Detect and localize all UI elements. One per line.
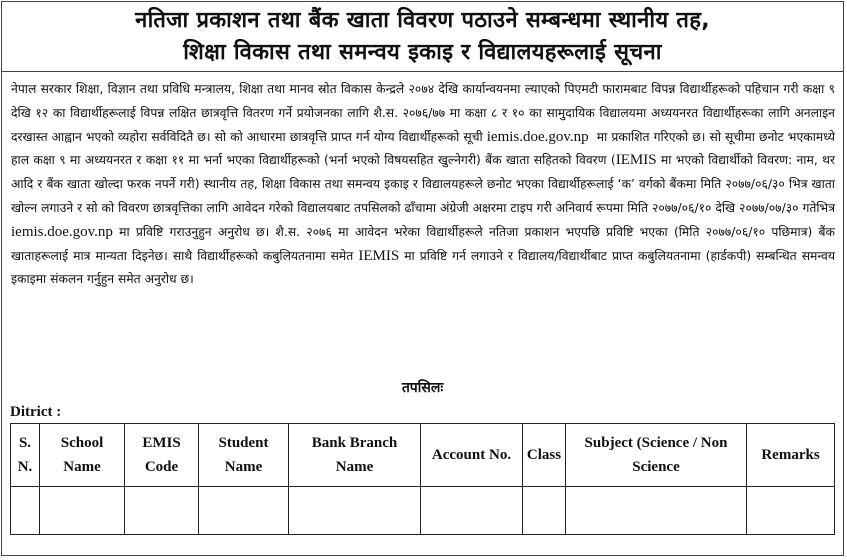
iemis-link-2[interactable]: iemis.doe.gov.np bbox=[11, 223, 113, 240]
notice-text-part-1: नेपाल सरकार शिक्षा, विज्ञान तथा प्रविधि मन्त्रालय, शिक्षा तथा मानव स्रोत विकास केन्द्रले २०७४ देखि कार्यान्वयनमा ल्याएको पिएमटी फारामबाट विपन्न विद्यार्थीहरूको पहिचान गरी कक्षा ९ देखि १२ का विद्यार्थीहरूलाई विपन्न लक्षित छात्रवृत्ति वितरण गर्ने प्रयोजनका लागि शै.स. २०७६/७७ मा कक्षा ८ र १० का सामुदायिक विद्यालयमा अध्ययनरत विद्यार्थीहरूका लागि अनलाइन दरखास्त आह्वान भएको व्यहोरा सर्वविदितै छ। सो को आधारमा छात्रवृत्ति प्राप्त गर्न योग्य विद्यार्थीहरूको सूची bbox=[11, 82, 835, 144]
col-account-no: Account No. bbox=[421, 424, 523, 487]
tapasil-heading: तपसिलः bbox=[401, 380, 444, 396]
col-remarks: Remarks bbox=[747, 424, 835, 487]
bank-details-table bbox=[10, 423, 835, 535]
notice-text-part-4: मा प्रविष्टि गराउनुहुन अनुरोध छ। शै.स. २०७६ मा आवेदन भरेका विद्यार्थीहरूले नतिजा प्रकाशन भएपछि प्रविष्टि भएका (मिति २०७७/०६/१० पछिमात्र) बैंक खाताहरूलाई मात्र मान्यता दिइनेछ। साथै विद्यार्थीहरूको कबुलियतनामा समेत bbox=[11, 224, 835, 263]
district-label: Ditrict : bbox=[10, 404, 62, 420]
col-emis-code: EMIS Code bbox=[125, 424, 199, 487]
iemis-link-1[interactable]: iemis.doe.gov.np bbox=[486, 128, 589, 145]
table-row bbox=[11, 487, 835, 535]
cell-school-name[interactable] bbox=[40, 487, 125, 535]
notice-title-line-1: नतिजा प्रकाशन तथा बैंक खाता विवरण पठाउने सम्बन्धमा स्थानीय तह, bbox=[135, 8, 710, 33]
cell-subject[interactable] bbox=[566, 487, 747, 535]
cell-account-no[interactable] bbox=[421, 487, 523, 535]
col-school-name: School Name bbox=[40, 424, 125, 487]
notice-body bbox=[2, 72, 843, 376]
cell-bank-branch-name[interactable] bbox=[289, 487, 421, 535]
cell-student-name[interactable] bbox=[199, 487, 289, 535]
notice-page bbox=[1, 1, 844, 556]
cell-class[interactable] bbox=[523, 487, 566, 535]
notice-title bbox=[2, 2, 843, 72]
table-header-row bbox=[11, 424, 835, 487]
col-sn: S. N. bbox=[11, 424, 40, 487]
col-student-name: Student Name bbox=[199, 424, 289, 487]
cell-sn[interactable] bbox=[11, 487, 40, 535]
cell-emis-code[interactable] bbox=[125, 487, 199, 535]
iemis-abbr-1: IEMIS bbox=[615, 152, 657, 169]
notice-text-part-3: मा भएको विद्यार्थीको विवरण: नाम, थर आदि र बैंक खाता खोल्दा फरक नपर्ने गरी) स्थानीय तह, शिक्षा विकास तथा समन्वय इकाइ र विद्यालयहरूले छनोट भएका विद्यार्थीहरूलाई ‘क’ वर्गको बैंकमा मिति २०७७/०६/३० भित्र खाता खोल्न लगाउने र सो को विवरण छात्रवृत्तिका लागि आवेदन गरेको विद्यालयबाट तपसिलको ढाँचामा अंग्रेजी अक्षरमा टाइप गरी अनिवार्य रूपमा मिति २०७७/०६/१० देखि २०७७/०७/३० गतेभित्र bbox=[11, 153, 835, 215]
col-subject: Subject (Science / Non Science bbox=[566, 424, 747, 487]
col-bank-branch-name: Bank Branch Name bbox=[289, 424, 421, 487]
cell-remarks[interactable] bbox=[747, 487, 835, 535]
notice-text-part-5: मा प्रविष्टि गर्न लगाउने र विद्यालय/विद्यार्थीबाट प्राप्त कबुलियतनामा (हार्डकपी) सम्बन्धित समन्वय इकाइमा संकलन गर्नुहुन समेत अनुरोध छ। bbox=[11, 248, 836, 287]
notice-text-part-2: मा प्रकाशित गरिएको छ। सो सूचीमा छनोट भएकामध्ये हाल कक्षा ९ मा अध्ययनरत र कक्षा ११ मा भर्ना भएका विद्यार्थीहरूको (भर्ना भएको विषयसहित खुल्नेगरी) बैंक खाता सहितको विवरण ( bbox=[11, 129, 835, 168]
col-class: Class bbox=[523, 424, 566, 487]
notice-title-line-2: शिक्षा विकास तथा समन्वय इकाइ र विद्यालयहरूलाई सूचना bbox=[183, 40, 662, 65]
iemis-abbr-2: IEMIS bbox=[358, 247, 400, 264]
